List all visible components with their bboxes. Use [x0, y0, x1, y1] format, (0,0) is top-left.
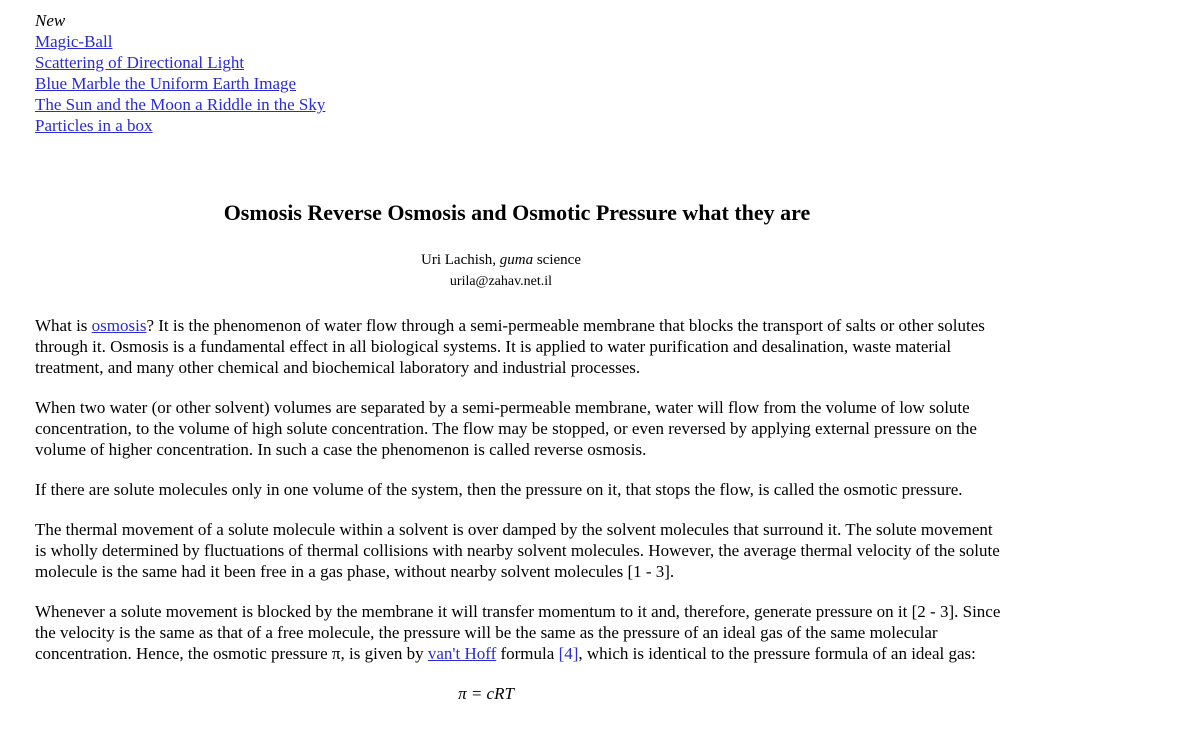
nav-link-scattering-directional-light[interactable]: Scattering of Directional Light — [35, 53, 245, 72]
p5-text-before: Whenever a solute movement is blocked by the membrane it will transfer momentum to it and, therefore, generate pressure on it [2 - 3]. Since the velocity is the same as that of a free molecule, the pressure will be the same as the pressure of an ideal gas of the same molecular concentration. Hence, the osmotic pressure π, is given by — [35, 602, 1001, 663]
author-email: urila@zahav.net.il — [449, 274, 553, 289]
paragraph-2: When two water (or other solvent) volumes are separated by a semi-permeable membrane, water will flow from the volume of low solute concentration, to the volume of high solute concentration. The flow may be stopped, or even reversed by applying external pressure on the volume of higher concentration. In such a case the phenomenon is called reverse osmosis. — [35, 398, 977, 459]
byline — [35, 250, 967, 292]
nav-link-sun-and-moon[interactable]: The Sun and the Moon a Riddle in the Sky — [35, 95, 326, 114]
p5-text-middle: formula — [496, 644, 559, 663]
paragraph-4: The thermal movement of a solute molecule within a solvent is over damped by the solvent molecules that surround it. The solute movement is wholly determined by fluctuations of thermal collisions with nearby solvent molecules. However, the average thermal velocity of the solute molecule is the same had it been free in a gas phase, without nearby solvent molecules [1 - 3]. — [35, 520, 1000, 581]
article-body — [35, 315, 1001, 704]
p1-text-after: ? It is the phenomenon of water flow through a semi-permeable membrane that blocks the transport of salts or other solutes through it. Osmosis is a fundamental effect in all biological systems. It is applied to water purification and desalination, waste material treatment, and many other chemical and biochemical laboratory and industrial processes. — [35, 316, 985, 377]
osmotic-pressure-formula: π = cRT — [458, 684, 514, 703]
paragraph-3: If there are solute molecules only in one volume of the system, then the pressure on it, that stops the flow, is called the osmotic pressure. — [35, 480, 963, 499]
paragraph-1 — [35, 315, 1001, 378]
paragraph-5 — [35, 601, 1001, 664]
vant-hoff-link[interactable]: van't Hoff — [427, 644, 497, 663]
author-name: Uri Lachish, — [421, 252, 496, 268]
nav-link-magic-ball[interactable]: Magic-Ball — [35, 32, 113, 51]
author-line — [35, 250, 967, 271]
brand-suffix: science — [536, 252, 581, 268]
nav-link-blue-marble[interactable]: Blue Marble the Uniform Earth Image — [35, 74, 297, 93]
brand-name: guma — [499, 252, 534, 268]
p1-text-before: What is — [35, 316, 92, 335]
p5-text-after: , which is identical to the pressure formula of an ideal gas: — [578, 644, 976, 663]
nav-link-particles-in-a-box[interactable]: Particles in a box — [35, 116, 153, 135]
reference-4-link[interactable]: [4] — [558, 644, 579, 663]
osmosis-link[interactable]: osmosis — [91, 316, 147, 335]
page-title: Osmosis Reverse Osmosis and Osmotic Pressure what they are — [223, 200, 811, 225]
nav-links — [35, 10, 325, 136]
new-label: New — [35, 11, 66, 30]
